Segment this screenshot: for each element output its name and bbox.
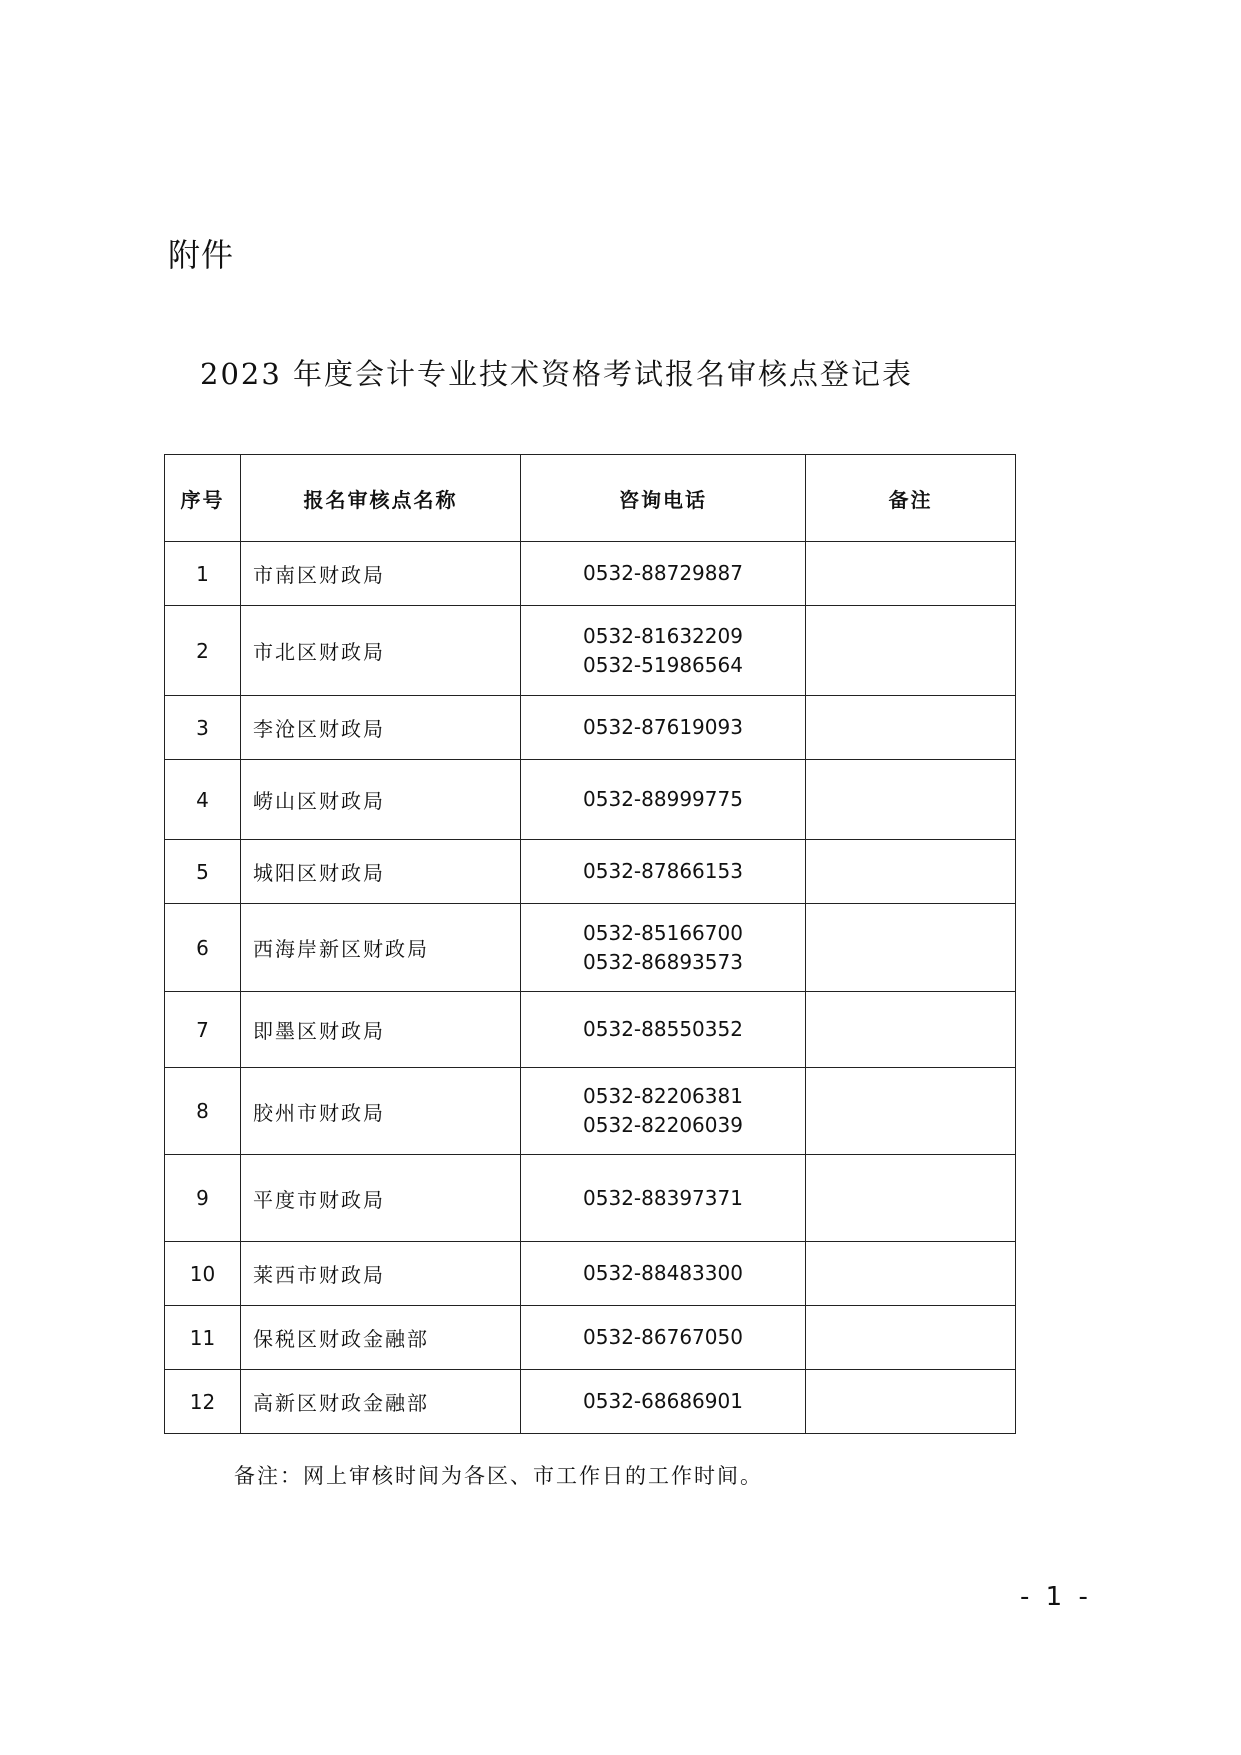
header-seq: 序号 <box>165 455 241 542</box>
header-remark: 备注 <box>806 455 1016 542</box>
row-name: 莱西市财政局 <box>241 1242 521 1306</box>
phone-number: 0532-88729887 <box>583 561 743 585</box>
row-remark <box>806 1370 1016 1434</box>
phone-number: 0532-86893573 <box>583 949 743 974</box>
row-name: 胶州市财政局 <box>241 1068 521 1155</box>
phone-number: 0532-88397371 <box>583 1185 743 1210</box>
row-phone <box>521 1155 806 1242</box>
row-remark <box>806 1068 1016 1155</box>
row-seq: 6 <box>165 904 241 992</box>
table-row <box>165 992 1016 1068</box>
phone-number: 0532-85166700 <box>583 920 743 945</box>
table-row <box>165 904 1016 992</box>
row-seq: 12 <box>165 1370 241 1434</box>
phone-number: 0532-87866153 <box>583 859 743 883</box>
row-seq: 7 <box>165 992 241 1068</box>
row-phone <box>521 760 806 840</box>
row-remark <box>806 1155 1016 1242</box>
table-row <box>165 1068 1016 1155</box>
table-row <box>165 606 1016 696</box>
row-name: 城阳区财政局 <box>241 840 521 904</box>
row-name: 保税区财政金融部 <box>241 1306 521 1370</box>
row-remark <box>806 1306 1016 1370</box>
phone-number: 0532-87619093 <box>583 715 743 739</box>
phone-number: 0532-86767050 <box>583 1325 743 1349</box>
row-name: 高新区财政金融部 <box>241 1370 521 1434</box>
table-row <box>165 696 1016 760</box>
row-phone <box>521 840 806 904</box>
row-phone <box>521 606 806 696</box>
row-phone <box>521 1068 806 1155</box>
table-row <box>165 1155 1016 1242</box>
row-name: 平度市财政局 <box>241 1155 521 1242</box>
page-number: - 1 - <box>1020 1582 1092 1612</box>
table-row <box>165 760 1016 840</box>
phone-number: 0532-82206039 <box>583 1113 743 1137</box>
row-phone <box>521 1306 806 1370</box>
row-seq: 8 <box>165 1068 241 1155</box>
phone-number: 0532-81632209 <box>583 623 743 648</box>
row-phone <box>521 992 806 1068</box>
header-name: 报名审核点名称 <box>241 455 521 542</box>
row-phone <box>521 696 806 760</box>
row-remark <box>806 1242 1016 1306</box>
table-header-row <box>165 455 1016 542</box>
document-title: 2023 年度会计专业技术资格考试报名审核点登记表 <box>200 357 914 391</box>
attachment-label: 附件 <box>168 236 235 274</box>
row-remark <box>806 542 1016 606</box>
table-row <box>165 542 1016 606</box>
row-phone <box>521 1370 806 1434</box>
row-seq: 1 <box>165 542 241 606</box>
phone-number: 0532-88550352 <box>583 1017 743 1041</box>
row-name: 李沧区财政局 <box>241 696 521 760</box>
row-name: 崂山区财政局 <box>241 760 521 840</box>
row-phone <box>521 1242 806 1306</box>
row-remark <box>806 760 1016 840</box>
row-phone <box>521 904 806 992</box>
phone-number: 0532-82206381 <box>583 1084 743 1108</box>
header-phone: 咨询电话 <box>521 455 806 542</box>
row-seq: 2 <box>165 606 241 696</box>
row-remark <box>806 606 1016 696</box>
row-phone <box>521 542 806 606</box>
row-seq: 10 <box>165 1242 241 1306</box>
registration-table <box>164 454 1016 1434</box>
row-name: 西海岸新区财政局 <box>241 904 521 992</box>
row-name: 市南区财政局 <box>241 542 521 606</box>
row-name: 即墨区财政局 <box>241 992 521 1068</box>
table-row <box>165 840 1016 904</box>
row-remark <box>806 696 1016 760</box>
row-seq: 3 <box>165 696 241 760</box>
row-remark <box>806 992 1016 1068</box>
phone-number: 0532-51986564 <box>583 652 743 677</box>
row-seq: 5 <box>165 840 241 904</box>
table-row <box>165 1306 1016 1370</box>
row-remark <box>806 840 1016 904</box>
phone-number: 0532-88999775 <box>583 787 743 811</box>
row-remark <box>806 904 1016 992</box>
phone-number: 0532-68686901 <box>583 1389 743 1413</box>
phone-number: 0532-88483300 <box>583 1261 743 1285</box>
table-row <box>165 1242 1016 1306</box>
footnote: 备注：网上审核时间为各区、市工作日的工作时间。 <box>234 1464 763 1488</box>
row-name: 市北区财政局 <box>241 606 521 696</box>
table-row <box>165 1370 1016 1434</box>
row-seq: 11 <box>165 1306 241 1370</box>
row-seq: 9 <box>165 1155 241 1242</box>
row-seq: 4 <box>165 760 241 840</box>
